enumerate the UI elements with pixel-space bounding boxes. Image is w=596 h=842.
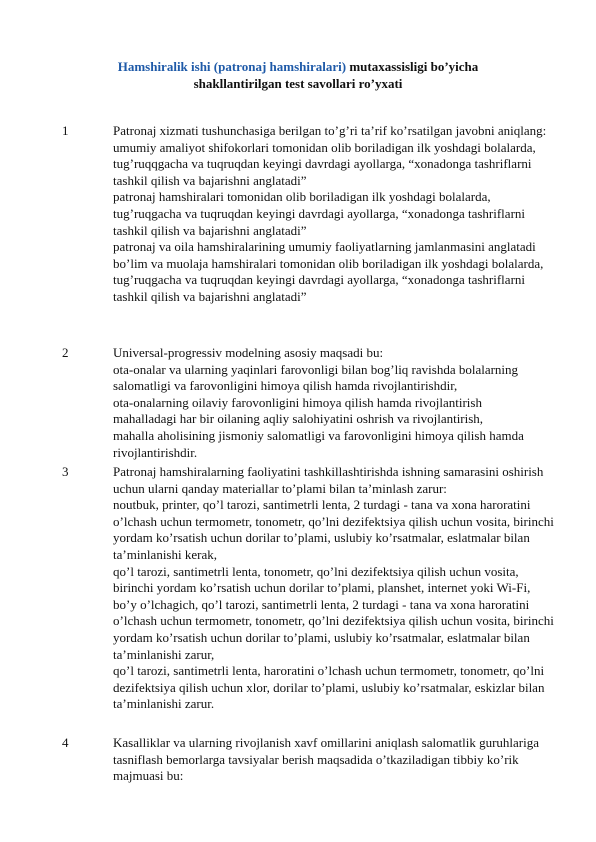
question-text: Kasalliklar va ularning rivojlanish xavf omillarini aniqlash salomatlik guruhlariga tasniflash bemorlarga tavsiyalar berish maqsadida o’tkaziladigan tibbiy ko’rik majmuasi bu: (113, 735, 540, 784)
question-body (113, 735, 561, 785)
answer-option: umumiy amaliyot shifokorlari tomonidan olib boriladigan ilk yoshdagi bolalarda, tug’ruqqgacha va tuqruqdan keyingi davrdagi ayollarga, “xonadonga tashriflarni tashkil qilish va bajarishni anglatadi” (113, 139, 536, 188)
answer-option: patronaj va oila hamshiralarining umumiy faoliyatlarning jamlanmasini anglatadi (113, 239, 536, 255)
title-highlight: Hamshiralik ishi (patronaj hamshiralari) (117, 59, 347, 74)
question-number: 2 (62, 345, 69, 360)
answer-option: qo’l tarozi, santimetrli lenta, haroratini o’lchash uchun termometr, tonometr, qo’lni dezifektsiya qilish uchun xlor, dorilar to’plami, uslubiy ko’rsatmalar, eskizlar bilan ta’minlanishi zarur. (113, 663, 545, 712)
answer-option: bo’y o’lchagich, qo’l tarozi, santimetrli lenta, 2 turdagi - tana va xona haroratini o’lchash uchun termometr, tonometr, qo’lni dezifektsiya qilish uchun vosita, birinchi yordam ko’rsatish uchun dorilar to’plami, uslubiy ko’rsatmalar, eslatmalar bilan ta’minlanishi zarur, (113, 596, 554, 662)
title-line-2: shakllantirilgan test savollari ro’yxati (193, 76, 403, 91)
question-body (113, 123, 561, 306)
answer-option: patronaj hamshiralari tomonidan olib boriladigan ilk yoshdagi bolalarda, tug’ruqgacha va tuqruqdan keyingi davrdagi ayollarga, “xonadonga tashriflarni tashkil qilish va bajarishni anglatadi” (113, 189, 526, 238)
question-number: 3 (62, 464, 69, 479)
question-number: 4 (62, 735, 69, 750)
question-text: Patronaj xizmati tushunchasiga berilgan to’g’ri ta’rif ko’rsatilgan javobni aniqlang: (113, 123, 547, 138)
question-number: 1 (62, 123, 69, 138)
answer-option: mahalladagi har bir oilaning aqliy salohiyatini oshrish va rivojlantirish, (113, 411, 484, 427)
answer-option: ota-onalar va ularning yaqinlari farovonligi bilan bog’liq ravishda bolalarning salomatligi va farovonligini himoya qilish hamda rivojlantirishdir, (113, 361, 519, 394)
question-text: Patronaj hamshiralarning faoliyatini tashkillashtirishda ishning samarasini oshirish uchun ularni qanday materiallar to’plami bilan ta’minlash zarur: (113, 464, 544, 496)
document-title (60, 58, 536, 92)
answer-option: ota-onalarning oilaviy farovonligini himoya qilish hamda rivojlantirish (113, 394, 482, 410)
answer-option: bo’lim va muolaja hamshiralari tomonidan olib boriladigan ilk yoshdagi bolalarda, tug’ruqgacha va tuqruqdan keyingi davrdagi ayollarga, “xonadonga tashriflarni tashkil qilish va bajarishni anglatadi” (113, 255, 544, 304)
title-rest: mutaxassisligi bo’yicha (346, 59, 479, 74)
question-body (113, 464, 561, 713)
title-line-1 (60, 58, 536, 75)
answer-option: qo’l tarozi, santimetrli lenta, tonometr, qo’lni dezifektsiya qilish uchun vosita, birinchi yordam ko’rsatish uchun dorilar to’plami, planshet, internet yoki Wi-Fi, (113, 563, 531, 596)
question-text: Universal-progressiv modelning asosiy maqsadi bu: (113, 345, 384, 360)
answer-option: noutbuk, printer, qo’l tarozi, santimetrli lenta, 2 turdagi - tana va xona haroratini o’lchash uchun termometr, tonometr, qo’lni dezifektsiya qilish uchun vosita, birinchi yordam ko’rsatish uchun dorilar to’plami, uslubiy ko’rsatmalar, eslatmalar bilan ta’minlanishi kerak, (113, 497, 554, 562)
answer-option: mahalla aholisining jismoniy salomatligi va farovonligini himoya qilish hamda rivojlantirishdir. (113, 427, 524, 460)
question-body (113, 345, 561, 461)
